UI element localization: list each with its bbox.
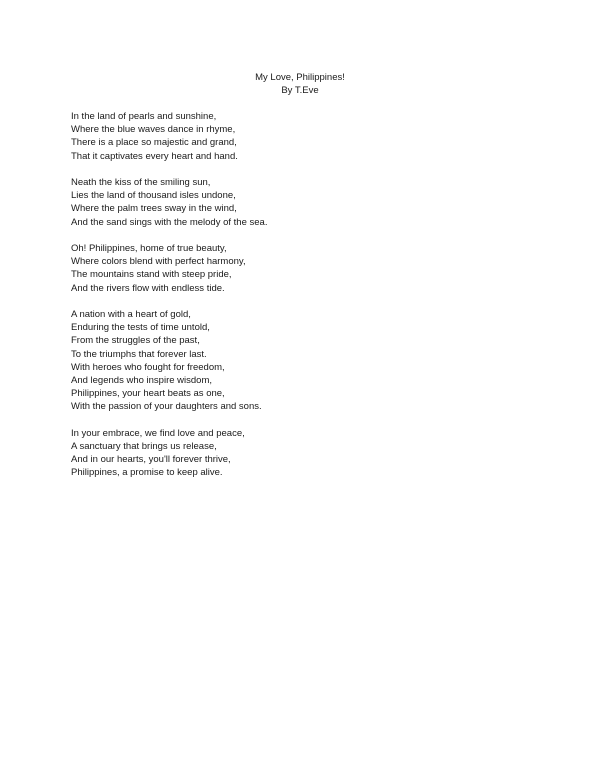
poem-line: With heroes who fought for freedom,: [71, 361, 225, 373]
stanza-2: [71, 176, 531, 229]
stanza-1: [71, 110, 531, 163]
poem-line: And the sand sings with the melody of the sea.: [71, 216, 268, 228]
poem-line: Lies the land of thousand isles undone,: [71, 190, 236, 202]
poem-line: From the struggles of the past,: [71, 335, 200, 347]
poem-line: In your embrace, we find love and peace,: [71, 427, 245, 439]
poem-line: Philippines, a promise to keep alive.: [71, 467, 223, 479]
poem-line: In the land of pearls and sunshine,: [71, 111, 217, 122]
poem-line: Oh! Philippines, home of true beauty,: [71, 243, 227, 254]
poem-line: A sanctuary that brings us release,: [71, 441, 217, 453]
poem-line: That it captivates every heart and hand.: [71, 150, 238, 162]
poem-line: Where the blue waves dance in rhyme,: [71, 124, 236, 136]
stanza-3: [71, 242, 531, 295]
poem-line: Enduring the tests of time untold,: [71, 322, 210, 334]
poem-line: Where the palm trees sway in the wind,: [71, 203, 237, 215]
poem-line: Where colors blend with perfect harmony,: [71, 256, 246, 268]
poem-author: By T.Eve: [281, 85, 319, 96]
poem-line: And the rivers flow with endless tide.: [71, 282, 225, 294]
poem-line: Philippines, your heart beats as one,: [71, 388, 225, 400]
poem-line: A nation with a heart of gold,: [71, 309, 191, 320]
stanza-5: [71, 427, 531, 480]
poem-line: To the triumphs that forever last.: [71, 348, 207, 360]
stanza-4: [71, 308, 531, 414]
poem-line: And in our hearts, you'll forever thrive,: [71, 454, 231, 466]
poem-line: With the passion of your daughters and sons.: [71, 401, 262, 413]
poem-line: And legends who inspire wisdom,: [71, 375, 212, 387]
poem-line: The mountains stand with steep pride,: [71, 269, 232, 281]
poem-body: [71, 110, 531, 493]
poem-line: There is a place so majestic and grand,: [71, 137, 237, 149]
poem-line: Neath the kiss of the smiling sun,: [71, 177, 211, 188]
poem-title: My Love, Philippines!: [255, 72, 345, 83]
poem-header: [0, 71, 600, 97]
